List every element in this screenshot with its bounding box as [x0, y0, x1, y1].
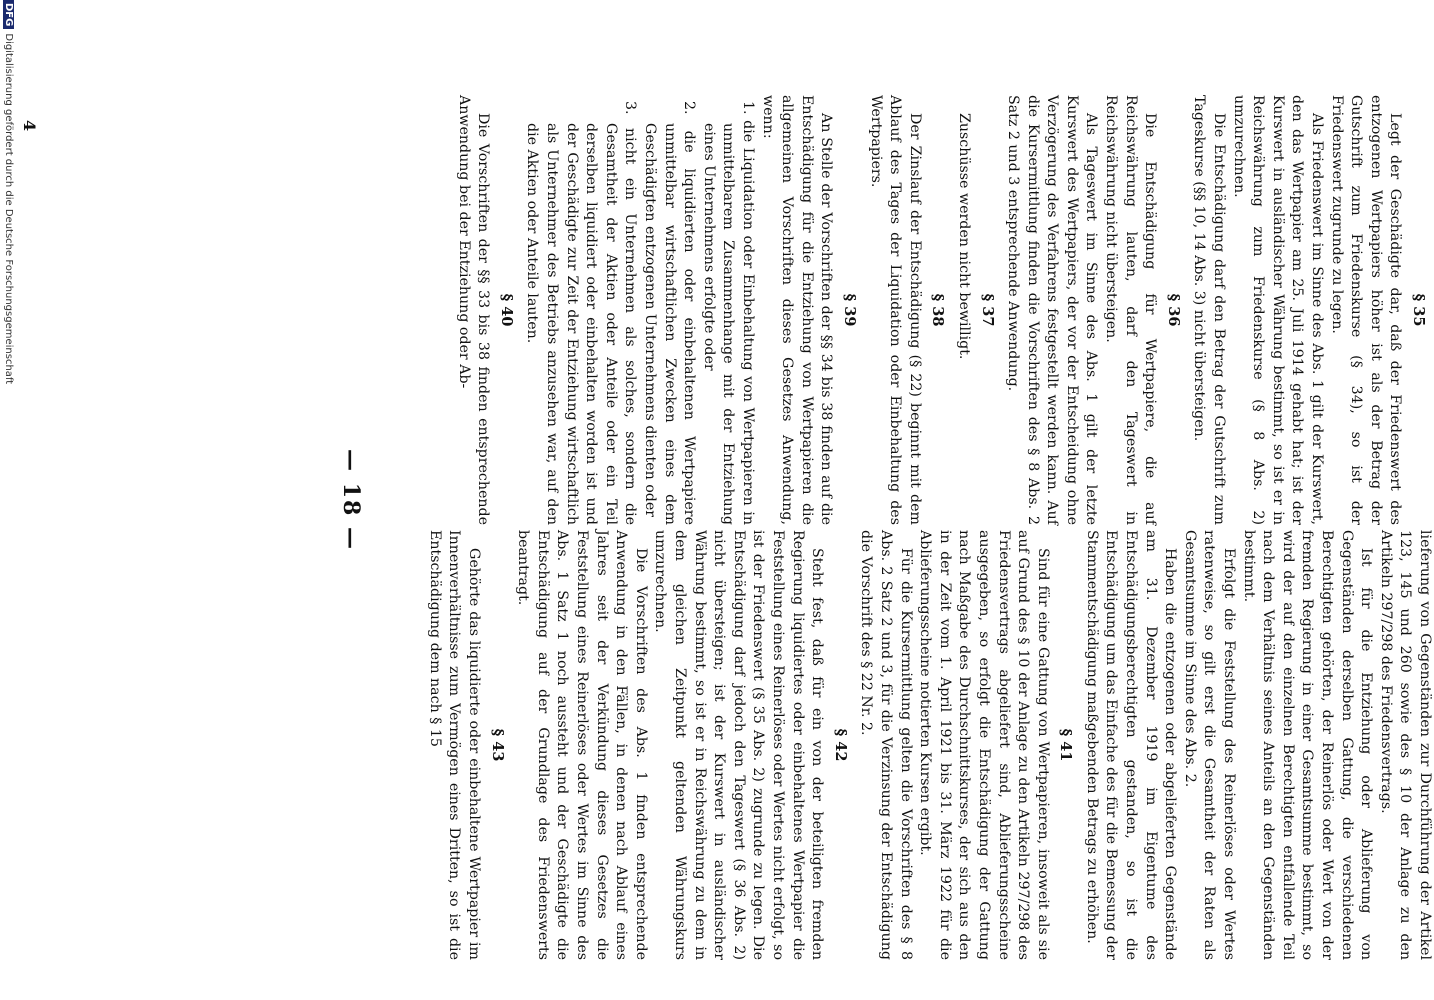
paragraph: Die Entschädigung darf den Betrag der Gutschrift zum Tageskurse (§§ 10, 14 Abs. 3) nicht übersteigen.	[1191, 95, 1228, 525]
paragraph: An Stelle der Vorschriften der §§ 34 bis 38 finden auf die Entschädigung für die Entziehung von Wertpapieren die allgemeinen Vorschriften dieses Gesetzes Anwendung, wenn:	[759, 95, 835, 525]
paragraph: Steht fest, daß für ein von der beteiligten fremden Regierung liquidiertes oder einbehaltenes Wertpapier die Feststellung eines Reinerlöses oder Wertes nicht erfolgt, so ist der Friedenswert (§ 35 Abs. 2) zugrunde zu legen. Die Entschädigung darf jedoch den Tageswert (§ 36 Abs. 2) nicht übersteigen; ist der Kurswert in ausländischer Währung bestimmt, so ist er in Reichswährung zu dem in dem gleichen Zeitpunkt geltenden Währungskurs umzurechnen.	[652, 530, 826, 960]
paragraph: Als Tageswert im Sinne des Abs. 1 gilt der letzte Kurswert des Wertpapiers, der vor der Entscheidung ohne Verzögerung des Verfahrens festgestellt werden kann. Auf die Kursermittlung finden die Vorschriften des § 8 Abs. 2 Satz 2 und 3 entsprechende Anwendung.	[1005, 95, 1100, 525]
paragraph: Erfolgt die Feststellung des Reinerlöses oder Wertes ratenweise, so gilt erst die Gesamtheit der Raten als Gesamtsumme im Sinne des Abs. 2.	[1181, 530, 1238, 960]
credit-text: Digitalisierung gefördert durch die Deutsche Forschungsgemeinschaft	[3, 33, 14, 385]
sheet-mark: 4	[20, 120, 39, 132]
paragraph: lieferung von Gegenständen zur Durchführung der Artikel 123, 145 und 260 sowie des § 10 der Anlage zu den Artikeln 297/298 des Friedensvertrags.	[1377, 530, 1433, 960]
right-column	[424, 530, 1434, 960]
list-item: 2. die liquidierten oder einbehaltenen Wertpapiere unmittelbar wirtschaftlichen Zwecken eines dem Geschädigten entzogenen Unternehmens dienten oder	[642, 101, 698, 525]
digitization-credit	[3, 0, 14, 384]
list-item: 3. nicht ein Unternehmen als solches, sondern die Gesamtheit der Aktien oder Anteile oder ein Teil derselben liquidiert oder einbehalten worden ist und der Geschädigte zur Zeit der Entziehung wirtschaftlich als Unternehmer des Betriebs anzusehen war, auf den die Aktien oder Anteile lauten.	[524, 101, 639, 525]
paragraph: Für die Kursermittlung gelten die Vorschriften des § 8 Abs. 2 Satz 2 und 3, für die Verzinsung der Entschädigung die Vorschrift des § 22 Nr. 2.	[858, 530, 914, 960]
section-heading: § 43	[488, 728, 506, 762]
section-heading: § 42	[831, 728, 849, 762]
paragraph: Legt der Geschädigte dar, daß der Friedenswert des entzogenen Wertpapiers höher ist als der Betrag der Gutschrift zum Friedenskurse (§ 34), so ist der Friedenswert zugrunde zu legen.	[1328, 95, 1404, 525]
section-heading: § 39	[840, 293, 858, 327]
page-number: — 18 —	[338, 449, 364, 551]
paragraph: Die Entschädigung für Wertpapiere, die auf Reichswährung lauten, darf den Tageswert in Reichswährung nicht übersteigen.	[1103, 95, 1159, 525]
dfg-logo: DFG	[3, 0, 14, 29]
left-column	[453, 95, 1434, 525]
section-heading: § 37	[978, 293, 996, 327]
paragraph: Die Vorschriften der §§ 33 bis 38 finden entsprechende Anwendung bei der Entziehung oder Ab-	[455, 95, 492, 525]
section-heading: § 35	[1410, 293, 1427, 327]
paragraph: Ist für die Entziehung oder Ablieferung von Gegenständen derselben Gattung, die verschiedenen Berechtigten gehörten, der Reinerlös oder Wert von der fremden Regierung in einer Gesamtsumme bestimmt, so wird der auf den einzelnen Berechtigten entfallende Teil nach dem Verhältnis seines Anteils an den Gegenständen bestimmt.	[1240, 530, 1375, 960]
list-item: 1. die Liquidation oder Einbehaltung von Wertpapieren in unmittelbarem Zusammenhange mit der Entziehung eines Unternehmens erfolgte oder	[700, 101, 756, 525]
paragraph: Sind für eine Gattung von Wertpapieren, insoweit als sie auf Grund des § 10 der Anlage zu den Artikeln 297/298 des Friedensvertrags abgeliefert sind, Ablieferungsscheine ausgegeben, so erfolgt die Entschädigung der Gattung nach Maßgabe des Durchschnittskurses, der sich aus den in der Zeit vom 1. April 1921 bis 31. März 1922 für die Ablieferungsscheine notierten Kursen ergibt.	[917, 530, 1051, 960]
paragraph: Gehörte das liquidierte oder einbehaltene Wertpapier im Innenverhältnisse zum Vermögen eines Dritten, so ist die Entschädigung dem nach § 15	[426, 530, 483, 960]
section-heading: § 40	[497, 293, 515, 327]
paragraph: Haben die entzogenen oder abgelieferten Gegenstände am 31. Dezember 1919 im Eigentume des Entschädigungsberechtigten gestanden, so ist die Entschädigung um das Einfache des für die Bemessung der Stammentschädigung maßgebenden Betrags zu erhöhen.	[1083, 530, 1179, 960]
section-heading: § 36	[1164, 293, 1182, 327]
section-heading: § 41	[1057, 728, 1075, 762]
section-heading: § 38	[929, 293, 947, 327]
paragraph: Die Vorschriften des Abs. 1 finden entsprechende Anwendung in den Fällen, in denen nach Ablauf eines Jahres seit der Verkündung dieses Gesetzes die Feststellung eines Reinerlöses oder Wertes im Sinne des Abs. 1 Satz 1 noch aussteht und der Geschädigte die Entschädigung auf der Grundlage des Friedenswerts beantragt.	[515, 530, 649, 960]
paragraph: Zuschüsse werden nicht bewilligt.	[955, 113, 972, 360]
paragraph: Als Friedenswert im Sinne des Abs. 1 gilt der Kurswert, den das Wertpapier am 25. Juli 1914 gehabt hat; ist der Kurswert in ausländischer Währung bestimmt, so ist er in Reichswährung zum Friedenskurse (§ 8 Abs. 2) umzurechnen.	[1230, 95, 1326, 525]
paragraph: Der Zinslauf der Entschädigung (§ 22) beginnt mit dem Ablauf des Tages der Liquidation oder Einbehaltung des Wertpapiers.	[867, 95, 923, 525]
